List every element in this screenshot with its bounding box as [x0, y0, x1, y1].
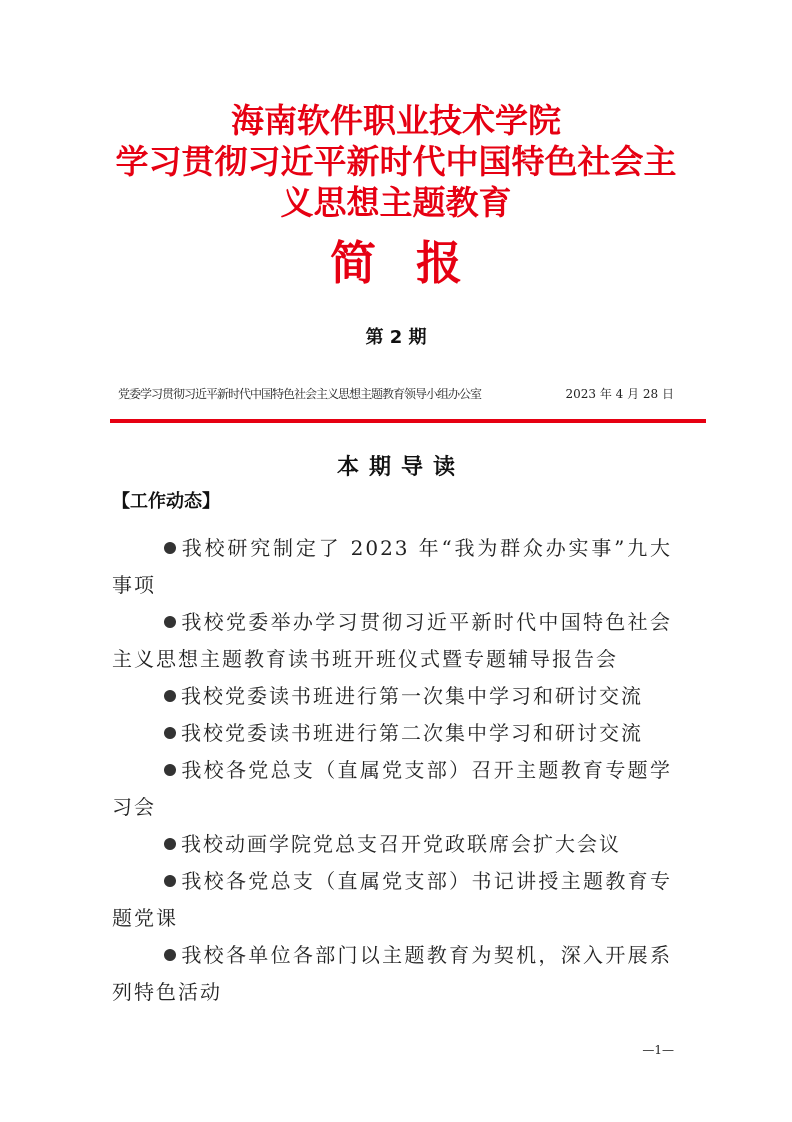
college-name: 海南软件职业技术学院	[231, 101, 561, 140]
list-item-text: 我校研究制定了 2023 年“我为群众办实事”九大事项	[112, 536, 672, 597]
issuer-row	[118, 384, 674, 404]
red-divider-rule	[110, 419, 706, 423]
section-title-work-updates: 【工作动态】	[112, 491, 220, 512]
list-item	[112, 826, 672, 863]
guide-title: 本期导读	[336, 454, 465, 480]
list-item	[112, 530, 672, 604]
list-item	[112, 863, 672, 937]
list-item	[112, 678, 672, 715]
bullet-icon	[164, 690, 176, 702]
list-item-text: 我校党委读书班进行第二次集中学习和研讨交流	[181, 721, 643, 745]
list-item	[112, 604, 672, 678]
list-item-text: 我校动画学院党总支召开党政联席会扩大会议	[181, 832, 621, 856]
list-item-text: 我校党委读书班进行第一次集中学习和研讨交流	[181, 684, 643, 708]
list-item-text: 我校各党总支（直属党支部）书记讲授主题教育专题党课	[112, 869, 672, 930]
issue-date: 2023 年 4 月 28 日	[565, 387, 674, 401]
headline-list	[112, 530, 672, 1011]
list-item	[112, 937, 672, 1011]
bulletin-title: 简报	[330, 236, 502, 290]
list-item	[112, 752, 672, 826]
bullet-icon	[164, 616, 176, 628]
list-item-text: 我校各单位各部门以主题教育为契机，深入开展系列特色活动	[112, 943, 672, 1004]
bullet-icon	[164, 949, 176, 961]
list-item-text: 我校党委举办学习贯彻习近平新时代中国特色社会主义思想主题教育读书班开班仪式暨专题辅导报告会	[112, 610, 672, 671]
list-item	[112, 715, 672, 752]
list-item-text: 我校各党总支（直属党支部）召开主题教育专题学习会	[112, 758, 672, 819]
theme-title-line-1: 学习贯彻习近平新时代中国特色社会主	[115, 142, 677, 181]
bullet-icon	[164, 542, 176, 554]
bullet-icon	[164, 838, 176, 850]
bullet-icon	[164, 875, 176, 887]
bullet-icon	[164, 727, 176, 739]
issuing-office: 党委学习贯彻习近平新时代中国特色社会主义思想主题教育领导小组办公室	[118, 387, 482, 401]
bullet-icon	[164, 764, 176, 776]
issue-number: 第 2 期	[365, 327, 427, 348]
theme-title-line-2: 义思想主题教育	[280, 183, 512, 222]
page-number: —1—	[642, 1043, 674, 1057]
